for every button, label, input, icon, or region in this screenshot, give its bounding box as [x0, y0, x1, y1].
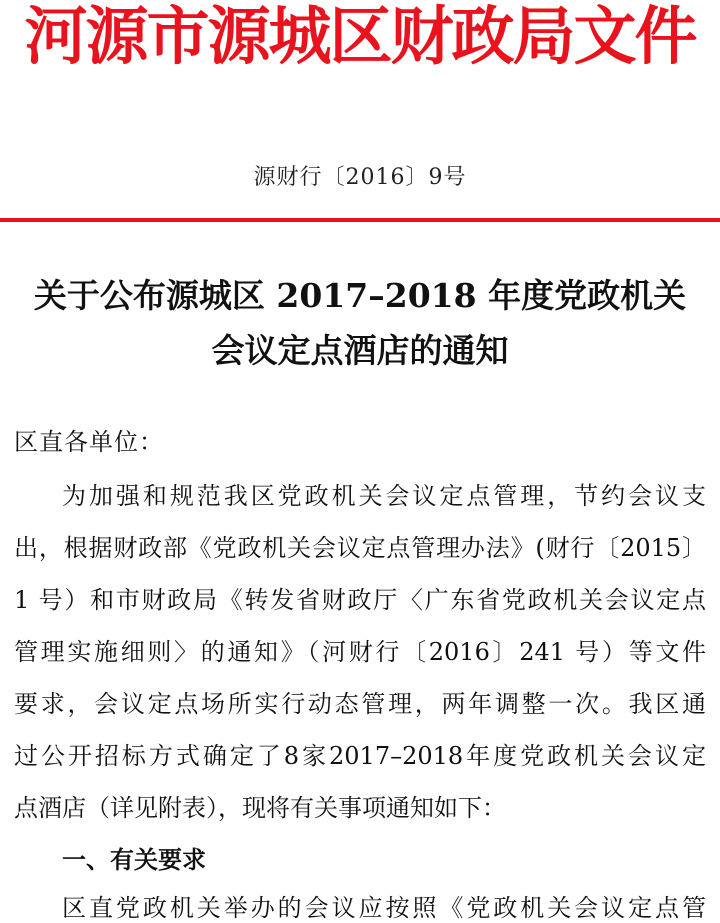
- red-divider-line: [0, 218, 720, 222]
- notice-title-line-1: 关于公布源城区 2017–2018 年度党政机关: [33, 276, 687, 315]
- greeting: 区直各单位：: [14, 428, 164, 456]
- section-heading: 一、有关要求: [62, 845, 206, 874]
- paragraph-line: 出，根据财政部《党政机关会议定点管理办法》(财行〔2015〕: [14, 534, 706, 562]
- paragraph-line: 要求，会议定点场所实行动态管理，两年调整一次。我区通: [14, 690, 706, 718]
- paragraph-line: 为加强和规范我区党政机关会议定点管理，节约会议支: [62, 482, 706, 510]
- document-number: 源财行〔2016〕9号: [253, 165, 467, 190]
- notice-title-line-2: 会议定点酒店的通知: [211, 331, 509, 370]
- paragraph-line: 1 号）和市财政局《转发省财政厅〈广东省党政机关会议定点: [14, 586, 706, 614]
- paragraph-line: 管理实施细则〉的通知》（河财行〔2016〕241 号）等文件: [14, 638, 706, 666]
- paragraph-line: 过公开招标方式确定了8家2017–2018年度党政机关会议定: [14, 742, 706, 770]
- paragraph-line: 区直党政机关举办的会议应按照《党政机关会议定点管: [62, 894, 706, 922]
- issuer-masthead: 河源市源城区财政局文件: [24, 0, 696, 73]
- paragraph-line: 点酒店（详见附表），现将有关事项通知如下：: [14, 794, 506, 822]
